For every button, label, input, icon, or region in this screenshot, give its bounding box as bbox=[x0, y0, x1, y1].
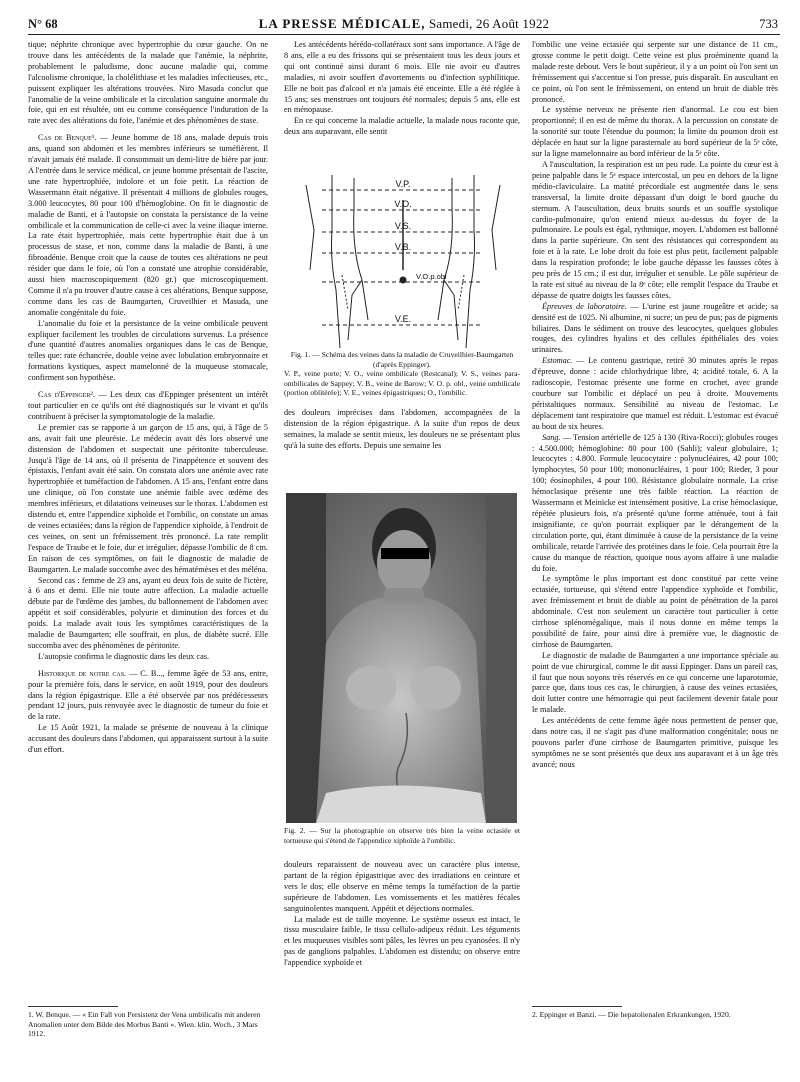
vein-schematic-figure bbox=[292, 170, 514, 350]
paragraph: Épreuves de laboratoire. — L'urine est jaune rougeâtre et acide; sa densité est de 1025. Ni albumine, ni sucre; un peu de pus; pas de pigments biliaires. Dans le sédiment on trouve des leucocytes, quelques globules rouges, des cylindres hyalins et des cellules épithéliales des voies urinaires. bbox=[532, 301, 778, 355]
column-left bbox=[28, 40, 268, 1000]
paragraph: tique; néphrite chronique avec hypertrophie du cœur gauche. On ne trouve dans les antécédents de la malade que l'anémie, la néphrite, probablement le paludisme, donc aucune maladie qui, comme l'alcoolisme chronique, la cholélithiase et les maladies infectieuses, etc., puissent expliquer les altérations trouvées. Niro Masuda conclut que l'anomalie de la veine ombilicale et la circulation sanguine anormale du foie, qui en est résultée, ont eu comme conséquence l'induration de la rate avec des altérations du foie, l'anémie et des phénomènes de stase. bbox=[28, 40, 268, 126]
running-title bbox=[28, 16, 780, 32]
paragraph: A l'auscultation, la respiration est un peu rude. La pointe du cœur est à peine palpable dans le 5ᵉ espace intercostal, un peu en dehors de la ligne médio-claviculaire. La matité précordiale est augmentée dans le sens transversal, la limite droite dépassant d'un doigt le bord gauche du sternum. A l'auscultation, deux bruits sourds et un souffle systolique cardio-pulmonaire, qu'on entend mieux au-dessus du foyer de la pulmonaire. Le pouls est égal, rythmique, moyen. L'abdomen est ballonné dans la partie supérieure. On sent des résistances qui correspondent au foie et à la rate. Le lobe droit du foie est plus petit, facilement palpable dans la respiration profonde; le lobe gauche dépasse les fausses côtes à peu près de 15 cm.; il est dur, irrégulier et sensible. Le pôle supérieur de la rate est situé au niveau de la 8ᵉ côte; elle remplit l'espace du Traube et dépasse de quatre doigts les fausses côtes. bbox=[532, 159, 778, 300]
paragraph: Estomac. — Le contenu gastrique, retiré 30 minutes après le repas d'épreuve, donne : acide chlorhydrique libre, 4; acidité totale, 6. A la radioscopie, l'estomac présente une forme en crochet, avec grande courbure sur l'ombilic et déplacé un peu à droite. Mouvements péristaltiques normaux. Sensibilité au niveau de l'estomac. Le déplacement tant respiratoire que manuel est réduit. L'estomac est évacué au bout de six heures. bbox=[532, 356, 778, 431]
paragraph: Les antécédents de cette femme âgée nous permettent de penser que, dans notre cas, il ne s'agit pas d'une malformation congénitale; nous ne pouvons parler d'une cirrhose de Baumgarten primitive, puisque les symptômes ne se sont présentés que deux ans auparavant et à un âge très avancé; nous bbox=[532, 716, 778, 769]
header-rule bbox=[28, 34, 780, 35]
figure-1-title: Fig. 1. — Schéma des veines dans la maladie de Cruveilhier-Baumgarten (d'après Eppinger). bbox=[290, 350, 514, 369]
paragraph: La malade est de taille moyenne. Le système osseux est intact, le tissu musculaire faible, le tissu cellulo-adipeux réduit. Les téguments et les muqueuses visibles sont pâles, les lèvres un peu cyanosées. Il n'y pas de ganglions palpables. L'abdomen est distendu; on observe entre l'appendice xyphoïde et bbox=[284, 914, 520, 968]
paragraph: Historique de notre cas. — C. B..., femme âgée de 53 ans, entre, pour la première fois, dans le service, en août 1919, pour des douleurs dans la région épigastrique. Elle a été observée par nos prédécesseurs pendant 12 jours, puis renvoyée avec le diagnostic de tumeur du foie et de la rate. bbox=[28, 668, 268, 722]
paragraph: Le système nerveux ne présente rien d'anormal. Le cou est bien proportionné; il en est de même du thorax. A la percussion on constate de la sonorité sur toute l'étendue du poumon; la limite du poumon droit est déplacée en haut sur la ligne parasternale au bord supérieur de la 5ᵉ côte, sur la ligne mamelonnaire au bord inférieur de la 5ᵉ côte. bbox=[532, 105, 778, 159]
paragraph: Les antécédents hérédo-collatéraux sont sans importance. A l'âge de 8 ans, elle a eu des frissons qui se présentaient tous les deux jours et qui ont continué ainsi durant 6 mois. Elle nie avoir eu d'autres maladies, ni avoir souffert d'avortements ou d'infection syphilitique. Elle ne boit pas d'alcool et n'a jamais été enceinte. Elle a été réglée à 15 ans; ses menstrues ont toujours été normales; depuis 5 ans, elle est en ménopause. bbox=[284, 40, 520, 115]
paragraph: En ce qui concerne la maladie actuelle, la malade nous raconte que, deux ans auparavant, elle sentit bbox=[284, 116, 520, 137]
paragraph: Le diagnostic de maladie de Baumgarten a une importance spéciale au point de vue chirurgical, comme le dit aussi Eppinger. Dans un pareil cas, il faut que nous soyons très réservés en ce qui concerne une laparotomie, parce que, dans tous ces cas, le chirurgien, à cause des veines ectasiées, doit lutter contre une hémorragie qui peut facilement devenir fatale pour le malade. bbox=[532, 650, 778, 715]
column-middle-mid bbox=[284, 408, 520, 488]
footnote-rule bbox=[532, 1006, 622, 1007]
patient-photograph bbox=[286, 493, 517, 823]
paragraph: Cas de Benque¹. — Jeune homme de 18 ans, malade depuis trois ans, quand son abdomen et les membres inférieurs se tuméfièrent. Il n'avait jamais été malade. Il consommait un demi-litre de bière par jour. A l'entrée dans le service médical, ce jeune homme présentait de l'ascite, une rate hypertrophiée, indolore et un foie petit. La réaction de Wassermann était négative. Il présentait 4 millions de globules rouges, 3.000 leucocytes, 80 pour 100 d'hémoglobine. On fit le diagnostic de maladie de Banti, et à l'autopsie on constata la persistance de la veine ombilicale et la communication de celle-ci avec la veine iliaque interne. La rate était hypertrophiée, mais cette hypertrophie était due à un processus de stase, et non, comme dans la maladie de Banti, à une fibroadénie. Benque croit que la cause de toutes ces altérations ne peut résider que dans le foie, où l'on a constaté une atrophie considérable, aussi bien macroscopiquement (820 gr.) que microscopiquement. Comme il n'a pu trouver d'autre cause à ces altérations, Benque suppose, comme dans les cas de Baumgarten, Cruveilhier et Masuda, une anomalie congénitale du foie. bbox=[28, 133, 268, 317]
figure-1-caption bbox=[284, 350, 520, 398]
paragraph: Le 15 Août 1921, la malade se présente de nouveau à la clinique accusant des douleurs dans l'abdomen, qui apparaissent surtout à la suite d'un effort. bbox=[28, 723, 268, 755]
page-header bbox=[28, 14, 780, 34]
case-heading: Cas d'Eppinger². bbox=[38, 390, 95, 400]
column-right bbox=[532, 40, 778, 1000]
paragraph: Sang. — Tension artérielle de 125 à 130 (Riva-Rocci); globules rouges : 4.500.000; hémoglobine: 80 pour 100 (Sahli); valeur globulaire, 1; leucocytes : 4.800. Formule leucocytaire : polynucléaires, 42 pour 100; lymphocytes, 50 pour 100; mononucléaires, 1 pour 100; Rieder, 3 pour 100; éosinophiles, 4 pour 100. Résistance globulaire normale. La crise hémoclasique présente une très faible réaction. La réaction de Wassermann et Meinicke est intensément positive. La crise hémoclasique, répétée plusieurs fois, n'a présenté qu'une forme atténuée, tout à fait insignifiante, ce qu'on pourrait expliquer par le dérangement de la circulation porte, qui, étant diminuée à cause de la persistance de la veine ombilicale, retarde l'arrivée des protéines dans le foie. Cela pourrait être la cause du manque de réaction, quoique nous ayons affaire à une maladie du foie. bbox=[532, 432, 778, 573]
label-vb: V.B. bbox=[394, 242, 412, 252]
journal-name: LA PRESSE MÉDICALE, bbox=[258, 16, 426, 31]
footnote-1: 1. W. Benque. — « Ein Fall von Persistenz der Vena umbilicalis mit anderen Anomalien unter dem Bilde des Morbus Banti ». Wien. klin. Woch., 3 Mars 1912. bbox=[28, 1010, 261, 1039]
paragraph: Second cas : femme de 23 ans, ayant eu deux fois de suite de l'ictère, à 6 ans et demi. Elle nie toute autre affection. La maladie actuelle débute par de l'œdème des jambes, du ballonnement de l'abdomen avec appétit et soif considérables, polyurie et diminution des forces et du poids. La malade avait tous les symptômes caractéristiques de la maladie de Baumgarten; elle souffrait, en plus, de diabète sucré. Elle succomba avec des phénomènes de péritonite. bbox=[28, 575, 268, 650]
page-number: 733 bbox=[759, 17, 778, 31]
issue-date: Samedi, 26 Août 1922 bbox=[428, 16, 550, 31]
paragraph: Cas d'Eppinger². — Les deux cas d'Eppinger présentent un intérêt tout particulier en ce qu'ils ont été diagnostiqués sur le vivant et qu'ils contribuent à préciser la symptomatologie de la maladie. bbox=[28, 390, 268, 421]
label-ve: V.E. bbox=[394, 314, 412, 324]
label-vs: V.S. bbox=[394, 221, 412, 231]
paragraph: Le premier cas se rapporte à un garçon de 15 ans, qui, à l'âge de 5 ans, avait fait une pleurésie. Le médecin avait dès lors observé une distension de l'abdomen et suspectait une péritonite tuberculeuse. Jusqu'à l'âge de 14 ans, où il présenta de l'inappétence et souvent des épistaxis, l'enfant avait été sain. On constata alors une anémie avec rate hypertrophiée et tuméfaction de l'abdomen. A 15 ans, l'enfant entre dans une clinique, où l'on constate une anémie faible avec œdème des membres inférieurs, et dilatations veineuses sur le thorax. L'abdomen est distendu et, entre l'appendice xiphoïde et l'ombilic, on constate un amas de veines ectasiées; dans la région de l'appendice xiphoïde, à l'endroit de ces veines, on sent un frémissement très prononcé. La rate remplit l'espace de Traube et le foie, dur et irrégulier, dépasse l'ombilic de 8 cm. En raison de ces symptômes, on fait le diagnostic de maladie de Baumgarten. Le malade succombe avec des hématémèses et des méléna. bbox=[28, 422, 268, 574]
label-vp: V.P. bbox=[395, 179, 411, 189]
paragraph: L'anomalie du foie et la persistance de la veine ombilicale peuvent expliquer facilement les troubles de circulations survenus. La présence d'une quantité d'autres anomalies organiques dans le cas de Benque, telles que: rate échancrée, double veine avec lobulation embryonnaire et formations kystiques, aspect mamelonné de la muqueuse stomacale, confirment son hypothèse. bbox=[28, 318, 268, 383]
column-middle-bottom bbox=[284, 860, 520, 1060]
figure-2-caption: Fig. 2. — Sur la photographie on observe très bien la veine ectasiée et tortueuse qui s'étend de l'appendice xiphoïde à l'ombilic. bbox=[284, 826, 520, 845]
paragraph: l'ombilic une veine ectasiée qui serpente sur une distance de 11 cm., grosse comme le petit doigt. Cette veine est plus proéminente quand la malade reste debout. Vers le bout supérieur, il y a un point où l'on sent un frémissement qui s'accentue si l'on presse, puis disparaît. En auscultant en ce point, où l'on sent le frémissement, on entend un bruit de diable très prononcé. bbox=[532, 40, 778, 104]
footnote-rule bbox=[28, 1006, 118, 1007]
section-heading: Épreuves de laboratoire. bbox=[542, 301, 627, 311]
figure-1-legend: V. P., veine porte; V. O., veine ombilicale (Restcanal); V. S., veines para-ombilicales de Sappey; V. B., veine de Barow; V. O. p. obl., veine ombilicale (portion oblitérée); V. E., veines épigastriques; O., l'ombilic. bbox=[284, 369, 520, 398]
paragraph: Le symptôme le plus important est donc constitué par cette veine ectasiée, tortueuse, qui s'étend entre l'appendice xyphoïde et l'ombilic, avec frémissement et bruit de diable au point de pénétration de la paroi abdominale. C'est non seulement un caractère tout particulier à cette cirrhose splénomégalique, mais il nous donne en même temps la possibilité de faire, pour ainsi dire à première vue, le diagnostic de cirrhose de Baumgarten. bbox=[532, 574, 778, 649]
column-middle-top bbox=[284, 40, 520, 168]
paragraph: des douleurs imprécises dans l'abdomen, accompagnées de la distension de la région épigastrique. A la suite d'un repos de deux semaines, la malade se sentit mieux, les douleurs ne se présentant plus qu'à la suite des efforts. Depuis une semaine les bbox=[284, 408, 520, 450]
paragraph: douleurs reparaissent de nouveau avec un caractère plus intense, partant de la région épigastrique avec des irradiations en ceinture et vers le dos; elle observe en même temps la tuméfaction de la partie supérieure de l'abdomen. Les vomissements et les matières fécales sanguinolentes manquent. Appétit et déjections normales. bbox=[284, 860, 520, 913]
label-vo: V.O. bbox=[394, 199, 412, 209]
section-heading: Sang. bbox=[542, 432, 561, 442]
paragraph: L'autopsie confirma le diagnostic dans les deux cas. bbox=[38, 651, 210, 661]
footnote-2: 2. Eppinger et Banzi. — Die hepatolienalen Erkrankungen, 1920. bbox=[532, 1010, 731, 1019]
case-heading: Historique de notre cas. bbox=[38, 668, 127, 678]
section-heading: Estomac. bbox=[542, 356, 573, 366]
label-vopobl: V.O.p.obl bbox=[416, 272, 447, 281]
case-heading: Cas de Benque¹. bbox=[38, 133, 97, 143]
issue-number: N° 68 bbox=[28, 17, 58, 31]
